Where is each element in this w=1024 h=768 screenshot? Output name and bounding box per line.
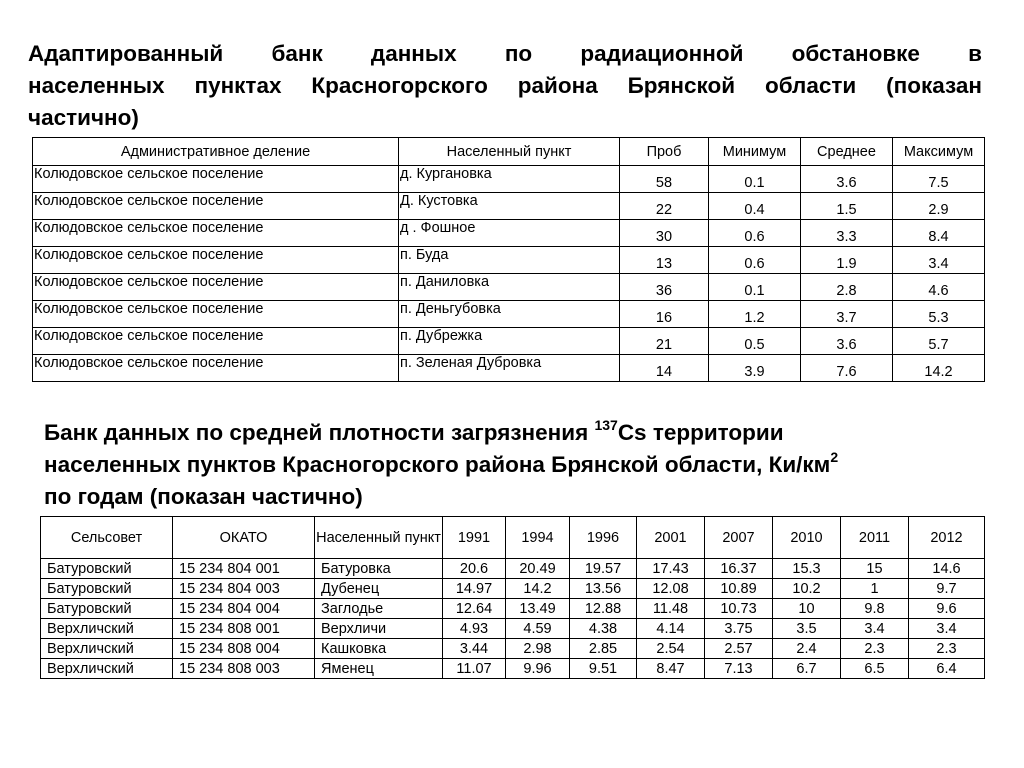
table2-header-cell: 1994 <box>506 517 570 559</box>
table2-header-cell: 2012 <box>909 517 985 559</box>
table-row <box>41 619 985 639</box>
table-row <box>33 328 985 355</box>
table-cell: Колюдовское сельское поселение <box>33 247 399 274</box>
table-cell: Кашковка <box>315 639 443 659</box>
table1-header-cell: Проб <box>620 138 709 166</box>
table-cell: 2.3 <box>841 639 909 659</box>
table-cell: 13 <box>620 247 709 274</box>
table-cell: 15 234 808 004 <box>173 639 315 659</box>
table1-header-cell: Населенный пункт <box>399 138 620 166</box>
table2-header-row <box>41 517 985 559</box>
cs137-density-table <box>40 516 985 679</box>
table-cell: 2.98 <box>506 639 570 659</box>
table-cell: 2.54 <box>637 639 705 659</box>
table-cell: 15 234 808 003 <box>173 659 315 679</box>
table2-header-cell: 2001 <box>637 517 705 559</box>
table1-header-cell: Минимум <box>709 138 801 166</box>
table2-header-cell: 1996 <box>570 517 637 559</box>
cs137-databank-title <box>44 417 964 513</box>
table2-header-cell: 1991 <box>443 517 506 559</box>
table-cell: 16.37 <box>705 559 773 579</box>
table-cell: 22 <box>620 193 709 220</box>
table-cell: п. Даниловка <box>399 274 620 301</box>
table-cell: 14.2 <box>506 579 570 599</box>
table-cell: Колюдовское сельское поселение <box>33 220 399 247</box>
table-row <box>33 193 985 220</box>
table-row <box>41 659 985 679</box>
table-cell: д . Фошное <box>399 220 620 247</box>
table-cell: п. Дубрежка <box>399 328 620 355</box>
table-cell: 15.3 <box>773 559 841 579</box>
table-row <box>33 247 985 274</box>
table-cell: 11.48 <box>637 599 705 619</box>
table-row <box>33 274 985 301</box>
table-cell: 2.9 <box>893 193 985 220</box>
table-cell: 3.6 <box>801 328 893 355</box>
table-cell: Колюдовское сельское поселение <box>33 328 399 355</box>
table-cell: 3.4 <box>893 247 985 274</box>
radiation-settlements-table <box>32 137 985 382</box>
table-cell: 2.4 <box>773 639 841 659</box>
table-cell: 30 <box>620 220 709 247</box>
table-cell: 8.47 <box>637 659 705 679</box>
table-row <box>41 599 985 619</box>
title2-line2-text: населенных пунктов Красногорского района Брянской области, Ки/км <box>44 452 831 477</box>
table-cell: 7.13 <box>705 659 773 679</box>
table-cell: 20.6 <box>443 559 506 579</box>
table-cell: Колюдовское сельское поселение <box>33 274 399 301</box>
table-cell: д. Кургановка <box>399 166 620 193</box>
table-cell: 16 <box>620 301 709 328</box>
table-cell: 1.5 <box>801 193 893 220</box>
table-cell: Батуровский <box>41 579 173 599</box>
table-cell: 0.6 <box>709 220 801 247</box>
isotope-mass-number: 137 <box>594 416 618 433</box>
table-cell: 2.8 <box>801 274 893 301</box>
table2-header-cell: 2010 <box>773 517 841 559</box>
table-cell: Батуровский <box>41 559 173 579</box>
table-cell: 12.64 <box>443 599 506 619</box>
table-cell: 13.49 <box>506 599 570 619</box>
table-row <box>41 579 985 599</box>
table2-header-cell: ОКАТО <box>173 517 315 559</box>
table-cell: Верхличи <box>315 619 443 639</box>
table-cell: 11.07 <box>443 659 506 679</box>
table-cell: 14 <box>620 355 709 382</box>
table1-header-cell: Среднее <box>801 138 893 166</box>
table-cell: 10.2 <box>773 579 841 599</box>
title2-line3: по годам (показан частично) <box>44 484 363 509</box>
table-cell: Колюдовское сельское поселение <box>33 355 399 382</box>
table-cell: 4.59 <box>506 619 570 639</box>
title2-line1-text: Банк данных по средней плотности загрязнения <box>44 420 595 445</box>
table-cell: 0.1 <box>709 166 801 193</box>
table-cell: 1.2 <box>709 301 801 328</box>
table-cell: 12.08 <box>637 579 705 599</box>
table-cell: 19.57 <box>570 559 637 579</box>
table-cell: Дубенец <box>315 579 443 599</box>
table-cell: Батуровский <box>41 599 173 619</box>
table-cell: 36 <box>620 274 709 301</box>
table-cell: 9.96 <box>506 659 570 679</box>
table-cell: 14.97 <box>443 579 506 599</box>
table-cell: Д. Кустовка <box>399 193 620 220</box>
table-cell: 1.9 <box>801 247 893 274</box>
table2-header-cell: Населенный пункт <box>315 517 443 559</box>
table-cell: 0.6 <box>709 247 801 274</box>
table1-header-row <box>33 138 985 166</box>
table2-header-cell: Сельсовет <box>41 517 173 559</box>
table-cell: 17.43 <box>637 559 705 579</box>
table1-header-cell: Административное деление <box>33 138 399 166</box>
table-cell: 58 <box>620 166 709 193</box>
table-cell: Батуровка <box>315 559 443 579</box>
table-cell: 0.5 <box>709 328 801 355</box>
table-cell: 3.4 <box>909 619 985 639</box>
title1-line3: частично) <box>28 105 139 130</box>
table-cell: 3.5 <box>773 619 841 639</box>
table-cell: 15 234 804 003 <box>173 579 315 599</box>
table-cell: 5.7 <box>893 328 985 355</box>
table-cell: Колюдовское сельское поселение <box>33 193 399 220</box>
table-cell: 1 <box>841 579 909 599</box>
title1-line2: населенных пунктах Красногорского района Брянской области (показан <box>28 73 982 98</box>
table-cell: 13.56 <box>570 579 637 599</box>
table-cell: 2.57 <box>705 639 773 659</box>
table2-header-cell: 2007 <box>705 517 773 559</box>
table-row <box>33 355 985 382</box>
table-cell: 4.93 <box>443 619 506 639</box>
table-cell: 2.3 <box>909 639 985 659</box>
table-cell: 3.6 <box>801 166 893 193</box>
table2-header-cell: 2011 <box>841 517 909 559</box>
unit-exponent: 2 <box>830 448 839 465</box>
table-cell: 3.9 <box>709 355 801 382</box>
table-cell: 3.75 <box>705 619 773 639</box>
title2-line1-tail: Cs территории <box>617 420 784 445</box>
table-cell: 9.8 <box>841 599 909 619</box>
table-row <box>33 166 985 193</box>
table-cell: 8.4 <box>893 220 985 247</box>
table-cell: 4.38 <box>570 619 637 639</box>
title1-line1: Адаптированный банк данных по радиационной обстановке в <box>28 41 982 66</box>
table-cell: 15 <box>841 559 909 579</box>
table-cell: 10 <box>773 599 841 619</box>
table-cell: 14.2 <box>893 355 985 382</box>
table-cell: 6.7 <box>773 659 841 679</box>
table-cell: 3.7 <box>801 301 893 328</box>
table-cell: 6.4 <box>909 659 985 679</box>
table-cell: Верхличский <box>41 659 173 679</box>
table-cell: п. Зеленая Дубровка <box>399 355 620 382</box>
table-cell: 7.6 <box>801 355 893 382</box>
table-cell: 0.1 <box>709 274 801 301</box>
table-cell: 9.6 <box>909 599 985 619</box>
table-cell: 6.5 <box>841 659 909 679</box>
table-cell: Колюдовское сельское поселение <box>33 166 399 193</box>
table-cell: Яменец <box>315 659 443 679</box>
table-cell: 3.44 <box>443 639 506 659</box>
table-cell: 0.4 <box>709 193 801 220</box>
table-cell: Верхличский <box>41 619 173 639</box>
table-cell: 9.7 <box>909 579 985 599</box>
table-cell: 9.51 <box>570 659 637 679</box>
table-cell: 15 234 804 004 <box>173 599 315 619</box>
table-cell: 12.88 <box>570 599 637 619</box>
table1-header-cell: Максимум <box>893 138 985 166</box>
table-row <box>33 220 985 247</box>
table-row <box>41 639 985 659</box>
table-cell: 15 234 808 001 <box>173 619 315 639</box>
table-cell: 4.14 <box>637 619 705 639</box>
table-cell: 2.85 <box>570 639 637 659</box>
table-cell: 5.3 <box>893 301 985 328</box>
title2-line1 <box>44 417 964 449</box>
table-cell: 20.49 <box>506 559 570 579</box>
table-row <box>41 559 985 579</box>
table-cell: 21 <box>620 328 709 355</box>
radiation-databank-title <box>28 38 982 134</box>
table-cell: 14.6 <box>909 559 985 579</box>
table-cell: п. Деньгубовка <box>399 301 620 328</box>
table-cell: Заглодье <box>315 599 443 619</box>
table-cell: Колюдовское сельское поселение <box>33 301 399 328</box>
table-row <box>33 301 985 328</box>
table-cell: 7.5 <box>893 166 985 193</box>
table-cell: 4.6 <box>893 274 985 301</box>
table-cell: 3.4 <box>841 619 909 639</box>
table-cell: п. Буда <box>399 247 620 274</box>
table-cell: 10.89 <box>705 579 773 599</box>
table-cell: 10.73 <box>705 599 773 619</box>
table-cell: 3.3 <box>801 220 893 247</box>
table-cell: Верхличский <box>41 639 173 659</box>
title2-line2 <box>44 449 964 481</box>
table-cell: 15 234 804 001 <box>173 559 315 579</box>
